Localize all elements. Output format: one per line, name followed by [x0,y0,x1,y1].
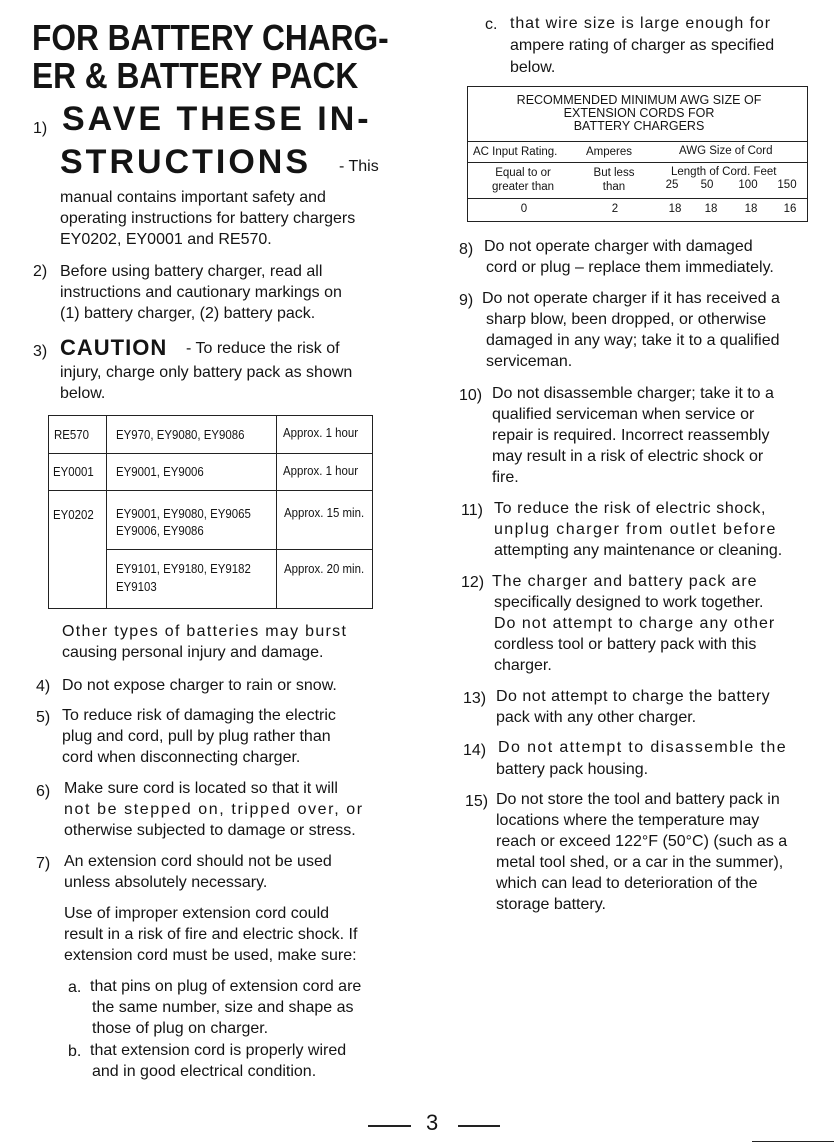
item-5-line: cord when disconnecting charger. [62,749,301,766]
awg-length-value: 25 [665,179,679,191]
awg-table-title-line: RECOMMENDED MINIMUM AWG SIZE OF [516,93,762,107]
item-3-line: injury, charge only battery pack as shown [60,364,353,381]
table-row-time: Approx. 20 min. [284,561,365,576]
item-8-number: 8) [459,241,474,258]
sub-item-b-label: b. [68,1043,82,1060]
item-10-line: Do not disassemble charger; take it to a [492,385,774,402]
item-11-line: unplug charger from outlet before [494,521,777,538]
item-10-number: 10) [459,387,483,404]
section-heading-line-1: FOR BATTERY CHARG- [32,17,389,58]
table-row-packs: EY9006, EY9086 [116,523,204,538]
table-divider [467,141,808,142]
sub-item-c-line: that wire size is large enough for [510,15,771,32]
page-number-rule-right [458,1125,500,1127]
table-divider [48,490,373,491]
item-9-line: serviceman. [486,353,573,370]
item-15-line: metal tool shed, or a car in the summer), [496,854,784,871]
awg-length-value: 100 [738,179,758,191]
item-15-number: 15) [465,793,489,810]
item-15-line: which can lead to deterioration of the [496,875,758,892]
item-12-line: Do not attempt to charge any other [494,615,776,632]
item-5-number: 5) [36,709,51,726]
awg-cell: 18 [668,203,682,215]
awg-table-title-line: EXTENSION CORDS FOR [563,106,715,120]
item-10-line: may result in a risk of electric shock or [492,448,764,465]
item-7-paragraph-line: extension cord must be used, make sure: [64,947,357,964]
sub-item-a-line: those of plug on charger. [92,1020,269,1037]
table-row-time: Approx. 15 min. [284,505,365,520]
awg-cell: 18 [744,203,758,215]
item-5-line: To reduce risk of damaging the electric [62,707,336,724]
item-13-line: Do not attempt to charge the battery [496,688,771,705]
item-9-line: sharp blow, been dropped, or otherwise [486,311,767,328]
caution-label: CAUTION [60,335,168,360]
awg-sub-header: Equal to or [495,167,551,179]
page-number: 3 [426,1110,439,1135]
table-divider [48,453,373,454]
item-15-line: reach or exceed 122°F (50°C) (such as a [496,833,788,850]
item-14-line: Do not attempt to disassemble the [498,739,787,756]
item-2-line: Before using battery charger, read all [60,263,323,280]
item-9-line: damaged in any way; take it to a qualified [486,332,780,349]
item-13-number: 13) [463,690,487,707]
item-10-line: fire. [492,469,519,486]
other-batteries-line: Other types of batteries may burst [62,623,348,640]
item-8-line: Do not operate charger with damaged [484,238,753,255]
table-divider [467,198,808,199]
table-row-charger: EY0001 [53,464,94,479]
table-row-time: Approx. 1 hour [283,463,359,478]
awg-sub-header: But less [593,167,635,179]
table-row-packs: EY9103 [116,579,157,594]
sub-item-b-line: and in good electrical condition. [92,1063,317,1080]
awg-length-value: 150 [777,179,797,191]
item-12-number: 12) [461,574,485,591]
item-10-line: repair is required. Incorrect reassembly [492,427,770,444]
item-15-line: storage battery. [496,896,606,913]
table-divider [276,415,277,609]
table-row-packs: EY9001, EY9080, EY9065 [116,506,251,521]
awg-col-header: Amperes [586,146,633,158]
item-8-line: cord or plug – replace them immediately. [486,259,774,276]
awg-table-title-line: BATTERY CHARGERS [573,119,705,133]
item-12-line: specifically designed to work together. [494,594,764,611]
table-divider [467,162,808,163]
awg-sub-header: than [602,181,626,193]
item-13-line: pack with any other charger. [496,709,697,726]
sub-item-c-label: c. [485,16,498,33]
battery-compatibility-table [48,415,373,609]
item-1-number: 1) [33,120,48,137]
awg-sub-header: greater than [491,181,555,193]
item-7-number: 7) [36,855,51,872]
item-6-line: otherwise subjected to damage or stress. [64,822,356,839]
item-7-paragraph-line: Use of improper extension cord could [64,905,330,922]
item-1-title-line-1: SAVE THESE IN- [62,100,372,138]
item-11-line: To reduce the risk of electric shock, [494,500,767,517]
awg-length-label: Length of Cord. Feet [671,166,777,178]
awg-col-header: AWG Size of Cord [679,145,773,157]
item-14-line: battery pack housing. [496,761,649,778]
sub-item-c-line: ampere rating of charger as specified [510,37,775,54]
item-11-number: 11) [461,502,483,519]
awg-cell: 0 [520,203,528,215]
item-7-line: An extension cord should not be used [64,853,332,870]
item-12-line: The charger and battery pack are [492,573,758,590]
item-1-line: manual contains important safety and [60,189,326,206]
item-1-title-line-2: STRUCTIONS [60,143,311,181]
table-divider [106,415,107,609]
awg-cell: 16 [783,203,797,215]
extension-cord-awg-table [467,86,808,222]
sub-item-b-line: that extension cord is properly wired [90,1042,347,1059]
item-9-number: 9) [459,292,474,309]
item-15-line: Do not store the tool and battery pack in [496,791,780,808]
item-2-number: 2) [33,263,48,280]
item-9-line: Do not operate charger if it has received a [482,290,780,307]
corner-rule [752,1141,834,1142]
item-3-line: below. [60,385,106,402]
sub-item-a-label: a. [68,979,82,996]
item-1-suffix: - This [339,158,379,175]
item-2-line: instructions and cautionary markings on [60,284,342,301]
item-7-paragraph-line: result in a risk of fire and electric shock. If [64,926,358,943]
item-2-line: (1) battery charger, (2) battery pack. [60,305,316,322]
table-row-time: Approx. 1 hour [283,425,359,440]
item-4-line: Do not expose charger to rain or snow. [62,677,337,694]
item-14-number: 14) [463,742,487,759]
item-3-first-line: - To reduce the risk of [186,340,340,357]
sub-item-a-line: the same number, size and shape as [92,999,354,1016]
table-row-packs: EY970, EY9080, EY9086 [116,427,245,442]
item-5-line: plug and cord, pull by plug rather than [62,728,331,745]
page-number-rule-left [368,1125,411,1127]
item-6-number: 6) [36,783,51,800]
item-12-line: charger. [494,657,552,674]
item-6-line: not be stepped on, tripped over, or [64,801,364,818]
table-row-packs: EY9101, EY9180, EY9182 [116,561,251,576]
table-row-packs: EY9001, EY9006 [116,464,204,479]
table-row-charger: EY0202 [53,507,94,522]
awg-length-value: 50 [700,179,714,191]
item-6-line: Make sure cord is located so that it will [64,780,338,797]
section-heading-line-2: ER & BATTERY PACK [32,55,359,96]
item-1-line: operating instructions for battery chargers [60,210,356,227]
item-7-line: unless absolutely necessary. [64,874,268,891]
sub-item-a-line: that pins on plug of extension cord are [90,978,362,995]
awg-cell: 2 [611,203,619,215]
awg-cell: 18 [704,203,718,215]
table-divider [106,549,373,550]
other-batteries-line: causing personal injury and damage. [62,644,324,661]
item-10-line: qualified serviceman when service or [492,406,755,423]
item-12-line: cordless tool or battery pack with this [494,636,757,653]
item-11-line: attempting any maintenance or cleaning. [494,542,783,559]
sub-item-c-line: below. [510,59,556,76]
item-15-line: locations where the temperature may [496,812,760,829]
item-3-number: 3) [33,343,48,360]
table-row-charger: RE570 [54,427,89,442]
awg-col-header: AC Input Rating. [473,146,558,158]
item-1-line: EY0202, EY0001 and RE570. [60,231,272,248]
item-4-number: 4) [36,678,51,695]
